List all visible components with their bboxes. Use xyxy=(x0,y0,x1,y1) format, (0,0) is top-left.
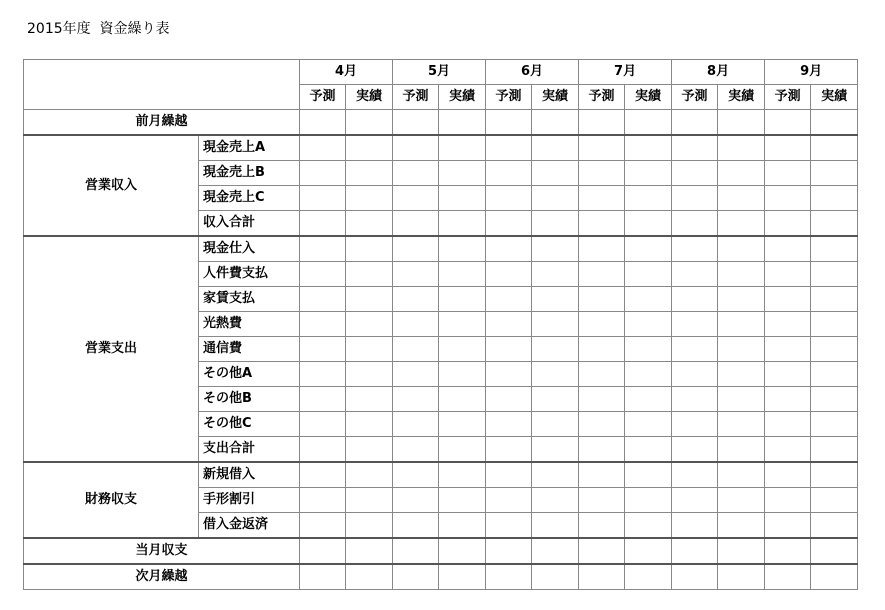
value-cell[interactable] xyxy=(439,462,486,488)
value-cell[interactable] xyxy=(579,161,625,186)
value-cell[interactable] xyxy=(439,236,486,262)
value-cell[interactable] xyxy=(346,161,393,186)
value-cell[interactable] xyxy=(393,110,439,136)
value-cell[interactable] xyxy=(765,135,811,161)
value-cell[interactable] xyxy=(718,161,765,186)
value-cell[interactable] xyxy=(346,538,393,564)
value-cell[interactable] xyxy=(672,110,718,136)
value-cell[interactable] xyxy=(811,211,858,237)
value-cell[interactable] xyxy=(672,186,718,211)
value-cell[interactable] xyxy=(532,488,579,513)
value-cell[interactable] xyxy=(718,488,765,513)
value-cell[interactable] xyxy=(300,412,346,437)
value-cell[interactable] xyxy=(300,488,346,513)
actual-header: 実績 xyxy=(532,85,579,110)
row-item-label: 通信費 xyxy=(199,337,300,362)
value-cell[interactable] xyxy=(579,488,625,513)
value-cell[interactable] xyxy=(579,337,625,362)
value-cell[interactable] xyxy=(718,287,765,312)
value-cell[interactable] xyxy=(486,236,532,262)
value-cell[interactable] xyxy=(811,135,858,161)
value-cell[interactable] xyxy=(300,564,346,590)
value-cell[interactable] xyxy=(346,287,393,312)
value-cell[interactable] xyxy=(393,538,439,564)
row-item-label: その他C xyxy=(199,412,300,437)
value-cell[interactable] xyxy=(579,462,625,488)
value-cell[interactable] xyxy=(532,135,579,161)
value-cell[interactable] xyxy=(625,437,672,463)
value-cell[interactable] xyxy=(393,412,439,437)
value-cell[interactable] xyxy=(672,513,718,539)
row-item-label: 光熱費 xyxy=(199,312,300,337)
value-cell[interactable] xyxy=(811,488,858,513)
value-cell[interactable] xyxy=(625,488,672,513)
value-cell[interactable] xyxy=(346,462,393,488)
value-cell[interactable] xyxy=(439,211,486,237)
value-cell[interactable] xyxy=(625,462,672,488)
value-cell[interactable] xyxy=(579,412,625,437)
value-cell[interactable] xyxy=(811,287,858,312)
value-cell[interactable] xyxy=(439,135,486,161)
value-cell[interactable] xyxy=(718,564,765,590)
value-cell[interactable] xyxy=(672,312,718,337)
value-cell[interactable] xyxy=(672,211,718,237)
value-cell[interactable] xyxy=(625,211,672,237)
value-cell[interactable] xyxy=(346,262,393,287)
value-cell[interactable] xyxy=(579,387,625,412)
value-cell[interactable] xyxy=(672,462,718,488)
value-cell[interactable] xyxy=(532,387,579,412)
value-cell[interactable] xyxy=(672,262,718,287)
value-cell[interactable] xyxy=(718,186,765,211)
month-header: 9月 xyxy=(765,60,858,85)
value-cell[interactable] xyxy=(579,110,625,136)
value-cell[interactable] xyxy=(300,513,346,539)
value-cell[interactable] xyxy=(439,538,486,564)
value-cell[interactable] xyxy=(579,236,625,262)
value-cell[interactable] xyxy=(718,538,765,564)
value-cell[interactable] xyxy=(346,211,393,237)
actual-header: 実績 xyxy=(625,85,672,110)
value-cell[interactable] xyxy=(300,161,346,186)
value-cell[interactable] xyxy=(765,538,811,564)
value-cell[interactable] xyxy=(439,110,486,136)
value-cell[interactable] xyxy=(532,412,579,437)
value-cell[interactable] xyxy=(346,387,393,412)
row-item-label: 借入金返済 xyxy=(199,513,300,539)
value-cell[interactable] xyxy=(486,362,532,387)
value-cell[interactable] xyxy=(393,186,439,211)
value-cell[interactable] xyxy=(393,287,439,312)
value-cell[interactable] xyxy=(625,513,672,539)
forecast-header: 予測 xyxy=(393,85,439,110)
value-cell[interactable] xyxy=(579,186,625,211)
value-cell[interactable] xyxy=(811,262,858,287)
value-cell[interactable] xyxy=(486,462,532,488)
row-item-label: 現金売上B xyxy=(199,161,300,186)
value-cell[interactable] xyxy=(579,564,625,590)
value-cell[interactable] xyxy=(439,412,486,437)
value-cell[interactable] xyxy=(811,312,858,337)
value-cell[interactable] xyxy=(718,312,765,337)
row-item-label: その他B xyxy=(199,387,300,412)
value-cell[interactable] xyxy=(718,362,765,387)
value-cell[interactable] xyxy=(486,186,532,211)
value-cell[interactable] xyxy=(579,513,625,539)
value-cell[interactable] xyxy=(811,337,858,362)
value-cell[interactable] xyxy=(579,262,625,287)
value-cell[interactable] xyxy=(672,362,718,387)
value-cell[interactable] xyxy=(532,437,579,463)
value-cell[interactable] xyxy=(672,161,718,186)
value-cell[interactable] xyxy=(718,110,765,136)
value-cell[interactable] xyxy=(625,186,672,211)
value-cell[interactable] xyxy=(300,538,346,564)
value-cell[interactable] xyxy=(532,513,579,539)
value-cell[interactable] xyxy=(532,538,579,564)
row-item-label: 支出合計 xyxy=(199,437,300,463)
value-cell[interactable] xyxy=(672,538,718,564)
page-title: 2015年度 資金繰り表 xyxy=(27,21,170,37)
carry-out-row-label: 次月繰越 xyxy=(24,564,300,590)
value-cell[interactable] xyxy=(718,513,765,539)
value-cell[interactable] xyxy=(718,387,765,412)
value-cell[interactable] xyxy=(672,437,718,463)
value-cell[interactable] xyxy=(393,262,439,287)
operating-income-group-label: 営業収入 xyxy=(24,135,199,236)
value-cell[interactable] xyxy=(346,186,393,211)
value-cell[interactable] xyxy=(811,412,858,437)
table-row xyxy=(24,135,858,161)
value-cell[interactable] xyxy=(486,211,532,237)
value-cell[interactable] xyxy=(579,538,625,564)
value-cell[interactable] xyxy=(625,412,672,437)
value-cell[interactable] xyxy=(718,437,765,463)
row-item-label: 新規借入 xyxy=(199,462,300,488)
value-cell[interactable] xyxy=(393,462,439,488)
value-cell[interactable] xyxy=(486,312,532,337)
value-cell[interactable] xyxy=(439,564,486,590)
value-cell[interactable] xyxy=(718,262,765,287)
value-cell[interactable] xyxy=(765,211,811,237)
value-cell[interactable] xyxy=(625,362,672,387)
value-cell[interactable] xyxy=(811,437,858,463)
value-cell[interactable] xyxy=(486,161,532,186)
value-cell[interactable] xyxy=(393,513,439,539)
value-cell[interactable] xyxy=(625,387,672,412)
monthly-balance-row xyxy=(24,538,858,564)
value-cell[interactable] xyxy=(393,387,439,412)
actual-header: 実績 xyxy=(346,85,393,110)
row-item-label: 人件費支払 xyxy=(199,262,300,287)
value-cell[interactable] xyxy=(765,110,811,136)
value-cell[interactable] xyxy=(579,312,625,337)
carry-out-row xyxy=(24,564,858,590)
value-cell[interactable] xyxy=(532,211,579,237)
value-cell[interactable] xyxy=(393,437,439,463)
value-cell[interactable] xyxy=(300,236,346,262)
row-item-label: 現金売上A xyxy=(199,135,300,161)
actual-header: 実績 xyxy=(718,85,765,110)
row-item-label: 手形割引 xyxy=(199,488,300,513)
value-cell[interactable] xyxy=(486,337,532,362)
value-cell[interactable] xyxy=(439,437,486,463)
value-cell[interactable] xyxy=(346,337,393,362)
value-cell[interactable] xyxy=(718,211,765,237)
month-header: 5月 xyxy=(393,60,486,85)
value-cell[interactable] xyxy=(532,262,579,287)
month-header: 4月 xyxy=(300,60,393,85)
actual-header: 実績 xyxy=(811,85,858,110)
value-cell[interactable] xyxy=(393,337,439,362)
value-cell[interactable] xyxy=(300,262,346,287)
value-cell[interactable] xyxy=(765,412,811,437)
corner-cell xyxy=(24,60,300,110)
value-cell[interactable] xyxy=(765,337,811,362)
value-cell[interactable] xyxy=(625,110,672,136)
value-cell[interactable] xyxy=(439,161,486,186)
value-cell[interactable] xyxy=(765,362,811,387)
value-cell[interactable] xyxy=(718,236,765,262)
value-cell[interactable] xyxy=(300,312,346,337)
monthly-balance-row-label: 当月収支 xyxy=(24,538,300,564)
value-cell[interactable] xyxy=(393,135,439,161)
value-cell[interactable] xyxy=(672,488,718,513)
value-cell[interactable] xyxy=(625,538,672,564)
value-cell[interactable] xyxy=(486,387,532,412)
value-cell[interactable] xyxy=(625,287,672,312)
value-cell[interactable] xyxy=(765,161,811,186)
value-cell[interactable] xyxy=(532,462,579,488)
value-cell[interactable] xyxy=(393,236,439,262)
value-cell[interactable] xyxy=(300,287,346,312)
value-cell[interactable] xyxy=(486,488,532,513)
value-cell[interactable] xyxy=(532,312,579,337)
value-cell[interactable] xyxy=(439,513,486,539)
month-header: 7月 xyxy=(579,60,672,85)
value-cell[interactable] xyxy=(300,362,346,387)
value-cell[interactable] xyxy=(439,488,486,513)
month-header-row xyxy=(24,60,858,85)
value-cell[interactable] xyxy=(393,312,439,337)
row-item-label: その他A xyxy=(199,362,300,387)
operating-expense-group-label: 営業支出 xyxy=(24,236,199,462)
value-cell[interactable] xyxy=(625,337,672,362)
value-cell[interactable] xyxy=(393,161,439,186)
value-cell[interactable] xyxy=(300,462,346,488)
value-cell[interactable] xyxy=(532,110,579,136)
value-cell[interactable] xyxy=(625,312,672,337)
row-item-label: 現金仕入 xyxy=(199,236,300,262)
value-cell[interactable] xyxy=(439,312,486,337)
value-cell[interactable] xyxy=(300,211,346,237)
value-cell[interactable] xyxy=(765,186,811,211)
row-item-label: 現金売上C xyxy=(199,186,300,211)
value-cell[interactable] xyxy=(393,211,439,237)
value-cell[interactable] xyxy=(346,412,393,437)
value-cell[interactable] xyxy=(672,135,718,161)
value-cell[interactable] xyxy=(811,462,858,488)
value-cell[interactable] xyxy=(300,135,346,161)
value-cell[interactable] xyxy=(486,538,532,564)
value-cell[interactable] xyxy=(765,462,811,488)
value-cell[interactable] xyxy=(765,437,811,463)
value-cell[interactable] xyxy=(625,564,672,590)
value-cell[interactable] xyxy=(439,186,486,211)
row-item-label: 収入合計 xyxy=(199,211,300,237)
value-cell[interactable] xyxy=(486,110,532,136)
value-cell[interactable] xyxy=(300,110,346,136)
value-cell[interactable] xyxy=(811,538,858,564)
value-cell[interactable] xyxy=(672,337,718,362)
value-cell[interactable] xyxy=(393,362,439,387)
value-cell[interactable] xyxy=(532,362,579,387)
value-cell[interactable] xyxy=(718,135,765,161)
value-cell[interactable] xyxy=(346,488,393,513)
value-cell[interactable] xyxy=(765,564,811,590)
value-cell[interactable] xyxy=(811,564,858,590)
forecast-header: 予測 xyxy=(486,85,532,110)
value-cell[interactable] xyxy=(532,337,579,362)
value-cell[interactable] xyxy=(672,387,718,412)
value-cell[interactable] xyxy=(486,287,532,312)
value-cell[interactable] xyxy=(346,437,393,463)
value-cell[interactable] xyxy=(486,135,532,161)
value-cell[interactable] xyxy=(672,287,718,312)
value-cell[interactable] xyxy=(346,362,393,387)
actual-header: 実績 xyxy=(439,85,486,110)
table-row xyxy=(24,462,858,488)
value-cell[interactable] xyxy=(765,312,811,337)
value-cell[interactable] xyxy=(300,337,346,362)
value-cell[interactable] xyxy=(300,186,346,211)
value-cell[interactable] xyxy=(439,387,486,412)
value-cell[interactable] xyxy=(765,287,811,312)
value-cell[interactable] xyxy=(393,488,439,513)
value-cell[interactable] xyxy=(718,462,765,488)
value-cell[interactable] xyxy=(811,362,858,387)
value-cell[interactable] xyxy=(439,362,486,387)
forecast-header: 予測 xyxy=(672,85,718,110)
value-cell[interactable] xyxy=(811,161,858,186)
value-cell[interactable] xyxy=(672,412,718,437)
value-cell[interactable] xyxy=(765,513,811,539)
value-cell[interactable] xyxy=(346,564,393,590)
value-cell[interactable] xyxy=(439,287,486,312)
forecast-header: 予測 xyxy=(300,85,346,110)
value-cell[interactable] xyxy=(486,437,532,463)
value-cell[interactable] xyxy=(625,135,672,161)
value-cell[interactable] xyxy=(672,236,718,262)
value-cell[interactable] xyxy=(486,513,532,539)
value-cell[interactable] xyxy=(765,262,811,287)
value-cell[interactable] xyxy=(346,312,393,337)
value-cell[interactable] xyxy=(346,513,393,539)
value-cell[interactable] xyxy=(579,287,625,312)
value-cell[interactable] xyxy=(346,110,393,136)
value-cell[interactable] xyxy=(718,412,765,437)
value-cell[interactable] xyxy=(579,437,625,463)
value-cell[interactable] xyxy=(300,387,346,412)
month-header: 8月 xyxy=(672,60,765,85)
value-cell[interactable] xyxy=(811,513,858,539)
value-cell[interactable] xyxy=(811,236,858,262)
value-cell[interactable] xyxy=(346,135,393,161)
row-item-label: 家賃支払 xyxy=(199,287,300,312)
value-cell[interactable] xyxy=(486,564,532,590)
value-cell[interactable] xyxy=(765,387,811,412)
forecast-header: 予測 xyxy=(765,85,811,110)
value-cell[interactable] xyxy=(346,236,393,262)
carry-in-row xyxy=(24,110,858,136)
value-cell[interactable] xyxy=(718,337,765,362)
value-cell[interactable] xyxy=(579,362,625,387)
value-cell[interactable] xyxy=(300,437,346,463)
value-cell[interactable] xyxy=(625,236,672,262)
month-header: 6月 xyxy=(486,60,579,85)
value-cell[interactable] xyxy=(393,564,439,590)
value-cell[interactable] xyxy=(672,564,718,590)
value-cell[interactable] xyxy=(532,287,579,312)
value-cell[interactable] xyxy=(811,110,858,136)
value-cell[interactable] xyxy=(579,135,625,161)
value-cell[interactable] xyxy=(439,262,486,287)
carry-in-row-label: 前月繰越 xyxy=(24,110,300,136)
table-row xyxy=(24,236,858,262)
value-cell[interactable] xyxy=(532,236,579,262)
value-cell[interactable] xyxy=(765,236,811,262)
value-cell[interactable] xyxy=(486,262,532,287)
value-cell[interactable] xyxy=(625,262,672,287)
value-cell[interactable] xyxy=(532,186,579,211)
value-cell[interactable] xyxy=(532,161,579,186)
value-cell[interactable] xyxy=(579,211,625,237)
value-cell[interactable] xyxy=(625,161,672,186)
financial-group-label: 財務収支 xyxy=(24,462,199,538)
value-cell[interactable] xyxy=(439,337,486,362)
value-cell[interactable] xyxy=(486,412,532,437)
value-cell[interactable] xyxy=(532,564,579,590)
value-cell[interactable] xyxy=(765,488,811,513)
value-cell[interactable] xyxy=(811,186,858,211)
value-cell[interactable] xyxy=(811,387,858,412)
cashflow-table xyxy=(23,59,858,590)
forecast-header: 予測 xyxy=(579,85,625,110)
